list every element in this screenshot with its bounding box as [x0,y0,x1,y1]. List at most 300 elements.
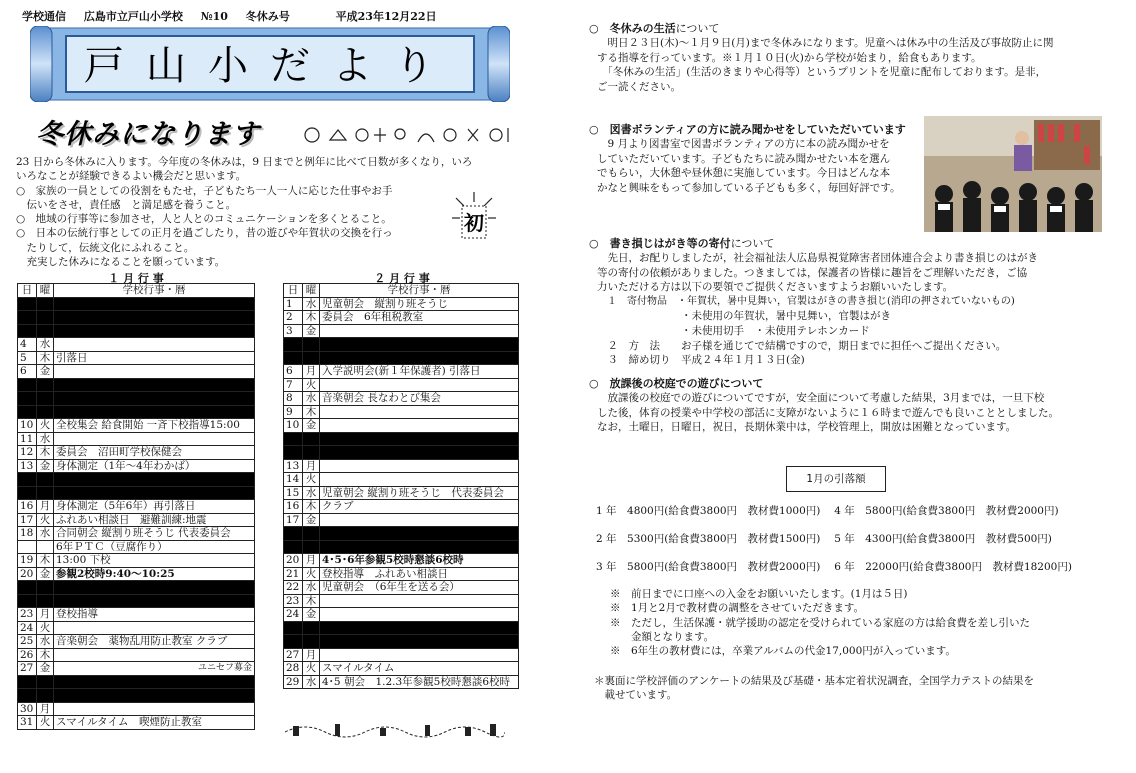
intro-line: いろなことが経験できるよい機会だと思います。 [16,170,247,183]
calendar-row [18,338,255,352]
weekday-cell: 木 [37,554,54,568]
blank-cell [303,635,320,649]
paragraph-line: していただいています。子どもたちに読み聞かせたい本を選ん [597,152,891,165]
day-cell: 4 [18,338,37,352]
blank-cell [54,486,255,500]
calendar-weekend-row [18,405,255,419]
calendar-weekend-row [284,351,519,365]
calendar-row [18,621,255,635]
blank-cell [18,473,37,487]
blank-cell [54,324,255,338]
day-cell: 6 [284,365,303,379]
calendar-row [18,446,255,460]
blank-cell [303,351,320,365]
intro-line: 充実した休みになることを願っています。 [16,256,226,269]
day-cell: 7 [284,378,303,392]
weekday-cell: 金 [303,419,320,433]
event-cell [320,419,519,433]
event-cell: 4･5 朝会 1.2.3年参観5校時懇談6校時 [320,675,519,689]
weekday-cell: 金 [303,324,320,338]
calendar-row [18,662,255,676]
day-cell: 1 [284,297,303,311]
calendar-row [284,297,519,311]
volunteer-heading: 図書ボランティアの方に読み聞かせをしていただいています [609,123,906,136]
fee-row: 2 年 5300円(給食費3800円 教材費1500円) 5 年 4300円(給食費3800円 教材費500円) [596,533,1052,545]
issue-number: №10 [200,10,228,23]
blank-cell [303,432,320,446]
blank-cell [18,581,37,595]
day-cell: 24 [18,621,37,635]
blank-cell [37,392,54,406]
masthead-info [22,8,542,22]
footer-line: ＊裏面に学校評価のアンケートの結果及び基礎・基本定着状況調査，全国学力テストの結果を [594,675,1034,687]
day-cell: 17 [284,513,303,527]
day-cell: 20 [284,554,303,568]
paragraph-line: １ 寄付物品 ・年賀状，暑中見舞い，官製はがきの書き損じ(消印の押されていないもの) [597,295,1015,307]
weekday-cell: 火 [37,513,54,527]
weekday-cell: 水 [37,635,54,649]
calendar-header-row [18,284,255,298]
blank-cell [303,540,320,554]
day-cell: 16 [18,500,37,514]
blank-cell [320,621,519,635]
fee-row: 3 年 5800円(給食費3800円 教材費2000円) 6 年 22000円(給食費3800円 教材費18200円) [596,561,1072,573]
blank-cell [18,405,37,419]
fee-notes [610,587,1110,658]
paragraph-line: 等の寄付の依頼がありました。つきましては，保護者の皆様に趣旨をご理解いただき，ご協 [597,266,1028,279]
calendar-row [284,473,519,487]
weekday-cell: 金 [37,662,54,676]
blank-cell [284,635,303,649]
weekday-cell: 水 [37,432,54,446]
afterschool-section [589,375,1109,435]
calendar-weekend-row [18,378,255,392]
calendar-row [18,527,255,541]
event-cell: 合同朝会 縦割り班そうじ 代表委員会 [54,527,255,541]
day-cell: 15 [284,486,303,500]
january-title: １ 月 行 事 [108,272,164,285]
calendar-weekend-row [18,675,255,689]
blank-cell [284,540,303,554]
calendar-row [284,486,519,500]
intro-line: ○ 日本の伝統行事としての正月を過ごしたり，昔の遊びや年賀状の交換を行っ [16,227,393,240]
day-cell: 30 [18,702,37,716]
paragraph-line: 9 月より図書室で図書ボランティアの方に本の読み聞かせを [597,138,890,150]
calendar-row [284,594,519,608]
intro-line: 23 日から冬休みに入ります。今年度の冬休みは，9 日までと例年に比べて日数が多くなり，いろ [16,156,473,168]
edition-name: 冬休み号 [245,10,290,23]
day-cell: 16 [284,500,303,514]
day-cell: 10 [18,419,37,433]
blank-cell [303,621,320,635]
event-cell: 登校指導 [54,608,255,622]
day-cell: 23 [284,594,303,608]
blank-cell [54,581,255,595]
title-banner [30,26,510,102]
calendar-weekend-row [284,338,519,352]
weekday-cell: 金 [37,459,54,473]
event-cell: 引落日 [54,351,255,365]
calendar-row [18,432,255,446]
calendar-row [284,311,519,325]
day-cell: 10 [284,419,303,433]
event-cell: スマイルタイム [320,662,519,676]
footer-line: 載せています。 [594,689,678,702]
day-cell: 19 [18,554,37,568]
blank-cell [303,446,320,460]
event-cell [54,621,255,635]
day-cell: 13 [284,459,303,473]
postcard-heading: 書き損じはがき等の寄付 [609,237,731,250]
weekday-cell: 火 [37,419,54,433]
day-cell: 3 [284,324,303,338]
blank-cell [284,621,303,635]
blank-cell [284,527,303,541]
calendar-row [284,459,519,473]
event-cell: 音楽朝会 薬物乱用防止教室 クラブ [54,635,255,649]
blank-cell [18,324,37,338]
banner-title: 戸山小だより [84,43,456,89]
blank-cell [54,405,255,419]
event-cell: 全校集会 給食開始 一斉下校指導15:00 [54,419,255,433]
blank-cell [320,540,519,554]
weekday-cell: 水 [303,297,320,311]
event-cell [320,459,519,473]
blank-cell [320,527,519,541]
weekday-cell: 火 [303,662,320,676]
calendar-weekend-row [18,297,255,311]
weekday-cell: 月 [37,702,54,716]
volunteer-section [589,121,923,195]
day-cell: 27 [18,662,37,676]
event-cell: スマイルタイム 喫煙防止教室 [54,716,255,730]
weekday-cell: 月 [37,500,54,514]
blank-cell [18,486,37,500]
calendar-row [284,662,519,676]
calendar-row [284,648,519,662]
event-cell [54,365,255,379]
day-cell: 12 [18,446,37,460]
calendar-weekend-row [284,432,519,446]
event-cell: 委員会 6年租税教室 [320,311,519,325]
calendar-header-cell: 日 [284,284,303,298]
weekday-cell: 火 [303,378,320,392]
blank-cell [37,675,54,689]
january-calendar [17,283,255,730]
weekday-cell: 水 [303,392,320,406]
afterschool-heading: 放課後の校庭での遊びについて [609,377,764,390]
paragraph-line: 先日，お配りしましたが，社会福祉法人広島県視覚障害者団体連合会より書き損じのはがき [597,252,1038,264]
calendar-row [284,419,519,433]
blank-cell [284,338,303,352]
calendar-weekend-row [18,392,255,406]
day-cell: 26 [18,648,37,662]
blank-cell [18,594,37,608]
postcard-donation-section [589,235,1109,368]
calendar-weekend-row [284,527,519,541]
calendar-row [284,554,519,568]
paragraph-line: 明日２３日(木)～１月９日(月)まで冬休みになります。児童へは休み中の生活及び事故防止に関 [597,37,1054,49]
event-cell [54,702,255,716]
calendar-row [284,675,519,689]
day-cell: 27 [284,648,303,662]
event-cell: 身体測定（5年6年）再引落日 [54,500,255,514]
day-cell: 5 [18,351,37,365]
weekday-cell: 月 [37,608,54,622]
day-cell: 8 [284,392,303,406]
event-cell: 身体測定（1年～4年わかば） [54,459,255,473]
blank-cell [54,689,255,703]
intro-line: ○ 家族の一員としての役割をもたせ，子どもたち一人一人に応じた仕事やお手 [16,184,393,197]
calendar-row [18,635,255,649]
event-cell [320,324,519,338]
bullet-icon: ○ [589,377,599,390]
calendar-row [284,378,519,392]
event-cell [320,473,519,487]
paragraph-line: する指導を行っています。※１月１０日(火)から学校が始まり，給食もあります。 [597,51,982,64]
fee-note: ※ 6年生の教材費には，卒業アルバムの代金17,000円が入っています。 [610,645,956,658]
weekday-cell: 水 [37,338,54,352]
day-cell: 21 [284,567,303,581]
blank-cell [284,351,303,365]
paragraph-line: ・未使用切手 ・未使用テレホンカード [597,324,870,337]
intro-line: 伝いをさせ，責任感 と満足感を養うこと。 [16,198,237,211]
weekday-cell: 月 [303,648,320,662]
event-cell [320,594,519,608]
calendar-weekend-row [284,540,519,554]
day-cell: 28 [284,662,303,676]
event-cell: 6年ＰＴＣ（豆腐作り） [54,540,255,554]
event-cell [54,338,255,352]
blank-cell [18,675,37,689]
calendar-row [284,500,519,514]
blank-cell [37,311,54,325]
calendar-weekend-row [284,635,519,649]
february-calendar [283,283,519,689]
calendar-header-cell: 学校行事・暦 [320,284,519,298]
blank-cell [18,392,37,406]
weekday-cell: 金 [303,513,320,527]
day-cell: 24 [284,608,303,622]
paragraph-line: ３ 締め切り 平成２４年１月１３日(金) [597,354,805,367]
paragraph-line: 力いただける方は以下の要領でご提供くださいますようお願いいたします。 [597,281,954,294]
calendar-weekend-row [18,594,255,608]
fee-note: ※ 前日までに口座への入金をお願いいたします。(1月は５日) [610,588,908,600]
february-title: ２ 月 行 事 [374,272,430,285]
blank-cell [37,405,54,419]
weekday-cell: 金 [37,365,54,379]
event-cell [54,432,255,446]
blank-cell [284,432,303,446]
decoration-icon [300,124,520,146]
calendar-row [18,540,255,554]
calendar-row [18,716,255,730]
weekday-cell: 月 [303,459,320,473]
weekday-cell: 火 [303,473,320,487]
weekday-cell: 金 [303,608,320,622]
day-cell: 31 [18,716,37,730]
paragraph-line: 「冬休みの生活」(生活のきまりや心得等）というプリントを児童に配布しております。是非， [597,66,1047,79]
calendar-row [284,567,519,581]
blank-cell [54,675,255,689]
day-cell: 17 [18,513,37,527]
day-cell: 25 [18,635,37,649]
calendar-weekend-row [18,473,255,487]
weekday-cell: 木 [303,500,320,514]
weekday-cell: 木 [37,351,54,365]
event-cell [320,648,519,662]
event-cell [320,608,519,622]
footer-note [594,674,1114,703]
event-cell: 音楽朝会 長なわとび集会 [320,392,519,406]
calendar-row [284,324,519,338]
calendar-header-cell: 日 [18,284,37,298]
paragraph-line: かなと興味をもって参加している子どもも多く，毎回好評です。 [597,181,901,194]
weekday-cell: 金 [37,567,54,581]
calendar-weekend-row [18,486,255,500]
calendar-row [18,500,255,514]
weekday-cell: 火 [303,567,320,581]
event-cell: 入学説明会(新１年保護者) 引落日 [320,365,519,379]
blank-cell [54,311,255,325]
event-cell: 児童朝会 縦割り班そうじ 代表委員会 [320,486,519,500]
blank-cell [18,689,37,703]
weekday-cell: 木 [37,648,54,662]
calendar-row [18,351,255,365]
weekday-cell: 木 [303,311,320,325]
fee-note: ※ ただし，生活保護・就学援助の認定を受けられている家庭の方は給食費を差し引いた [610,616,1030,629]
weekday-cell: 火 [37,716,54,730]
weekday-cell: 水 [37,527,54,541]
paragraph-line: ２ 方 法 お子様を通じてで結構ですので，期日までに担任へご提出ください。 [597,339,1007,352]
paragraph-line: ・未使用の年賀状，暑中見舞い，官製はがき [597,310,891,323]
issue-date: 平成23年12月22日 [335,10,437,23]
winter-life-section [589,20,1109,94]
svg-text:初: 初 [464,211,484,235]
blank-cell [54,473,255,487]
blank-cell [54,392,255,406]
blank-cell [320,446,519,460]
blank-cell [37,378,54,392]
weekday-cell: 月 [303,554,320,568]
weekday-cell: 月 [303,365,320,379]
calendar-weekend-row [284,621,519,635]
paragraph-line: ご一読ください。 [597,80,681,93]
calendar-row [18,459,255,473]
calendar-header-cell: 曜 [303,284,320,298]
event-cell: 4･5･6年参観5校時懇談6校時 [320,554,519,568]
blank-cell [54,594,255,608]
event-cell: ユニセフ募金 [54,662,255,676]
blank-cell [37,297,54,311]
weekday-cell [37,540,54,554]
weekday-cell: 水 [303,581,320,595]
paragraph-line: でもらい，大休憩や昼休憩に実施しています。今日はどんな本 [597,167,891,180]
calendar-header-cell: 曜 [37,284,54,298]
day-cell: 22 [284,581,303,595]
calendar-row [284,392,519,406]
calendar-row [18,648,255,662]
heading-suffix: について [675,22,720,35]
blank-cell [18,297,37,311]
event-cell [320,405,519,419]
event-cell: 委員会 沼田町学校保健会 [54,446,255,460]
event-cell: 参観2校時9:40～10:25 [54,567,255,581]
event-cell: 登校指導 ふれあい相談日 [320,567,519,581]
calendar-weekend-row [18,324,255,338]
weekday-cell: 木 [303,594,320,608]
calendar-row [284,581,519,595]
school-name: 広島市立戸山小学校 [83,10,183,23]
event-cell: 児童朝会 （6年生を送る会） [320,581,519,595]
day-cell: 20 [18,567,37,581]
blank-cell [37,594,54,608]
intro-line: ○ 地域の行事等に参加させ，人と人とのコミュニケーションを多くとること。 [16,213,392,226]
event-cell: クラブ [320,500,519,514]
weekday-cell: 水 [303,486,320,500]
event-cell [320,378,519,392]
day-cell: 9 [284,405,303,419]
headline: 冬休みになります [36,119,260,150]
blank-cell [37,689,54,703]
calendar-row [18,702,255,716]
blank-cell [320,432,519,446]
bullet-icon: ○ [589,123,599,136]
calendar-row [18,365,255,379]
blank-cell [37,473,54,487]
weekday-cell: 火 [37,621,54,635]
blank-cell [320,635,519,649]
event-cell: 13:00 下校 [54,554,255,568]
event-cell: 児童朝会 縦割り班そうじ [320,297,519,311]
day-cell: 14 [284,473,303,487]
event-cell [320,513,519,527]
calendar-row [284,405,519,419]
paragraph-line: 放課後の校庭での遊びについてですが，安全面について考慮した結果，3月までは，一旦下校 [597,392,1045,404]
calendar-weekend-row [18,581,255,595]
fee-note: 金額となります。 [610,630,715,643]
blank-cell [320,338,519,352]
fee-note: ※ 1月と2月で教材費の調整をさせていただきます。 [610,602,865,615]
reading-session-photo [924,116,1102,232]
blank-cell [284,446,303,460]
blank-cell [18,311,37,325]
calendar-row [18,419,255,433]
blank-cell [37,581,54,595]
blank-cell [37,486,54,500]
calendar-row [18,554,255,568]
event-cell [54,648,255,662]
fee-title-box: 1月の引落額 [786,466,886,492]
paragraph-line: した後，体育の授業や中学校の部活に支障がないように１６時まで遊んでも良いこととしました。 [597,406,1059,419]
calendar-row [18,513,255,527]
day-cell: 29 [284,675,303,689]
paragraph-line: なお，土曜日，日曜日，祝日，長期休業中は，学校管理上，開放は困難となっています。 [597,421,1017,434]
weekday-cell: 水 [303,675,320,689]
newsletter-label: 学校通信 [22,10,66,23]
calendar-row [284,365,519,379]
calendar-weekend-row [18,311,255,325]
blank-cell [54,297,255,311]
day-cell: 18 [18,527,37,541]
calendar-weekend-row [18,689,255,703]
calendar-row [18,567,255,581]
blank-cell [303,338,320,352]
blank-cell [320,351,519,365]
bullet-icon: ○ [589,22,599,35]
blank-cell [18,378,37,392]
bullet-icon: ○ [589,237,599,250]
